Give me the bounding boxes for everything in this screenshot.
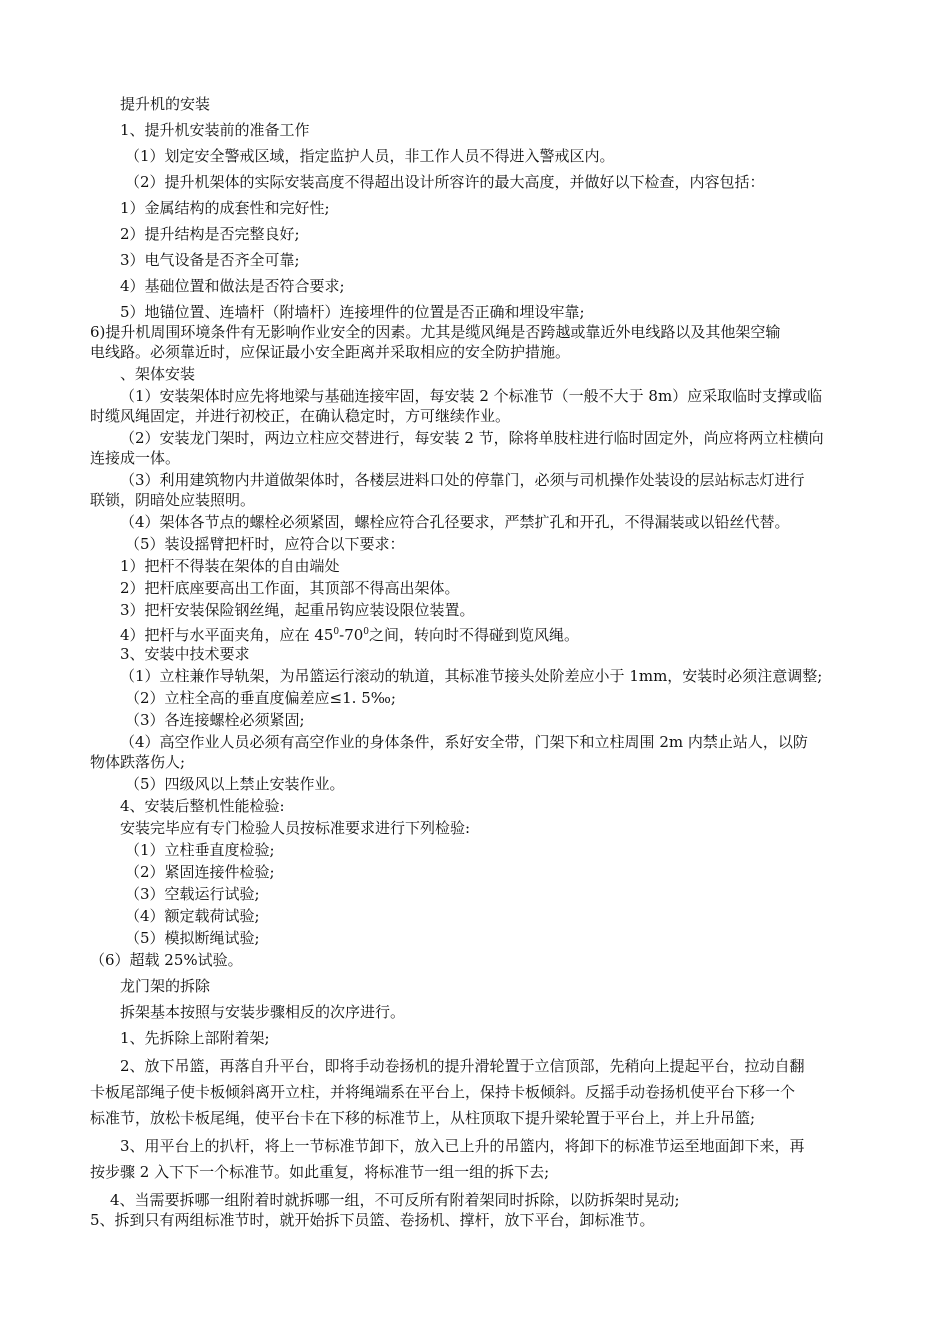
check-item: 3）电气设备是否齐全可靠; — [120, 251, 300, 269]
paragraph: （5）四级风以上禁止安装作业。 — [125, 775, 345, 793]
test-item: （5）模拟断绳试验; — [125, 929, 260, 947]
step-item: 2、放下吊篮，再落自升平台，即将手动卷扬机的提升滑轮置于立信顶部，先稍向上提起平台，拉动自翻 — [120, 1057, 805, 1075]
check-item: 1）金属结构的成套性和完好性; — [120, 199, 330, 217]
paragraph: 连接成一体。 — [90, 449, 181, 467]
check-item: 5）地锚位置、连墙杆（附墙杆）连接埋件的位置是否正确和埋设牢靠; — [120, 303, 585, 321]
step-item: 标准节，放松卡板尾绳，使平台卡在下移的标准节上，从柱顶取下提升梁轮置于平台上，并上升吊篮; — [90, 1109, 756, 1127]
requirement-item: 1）把杆不得装在架体的自由端处 — [120, 557, 340, 575]
test-item: （3）空载运行试验; — [125, 885, 260, 903]
requirement-text: 4）把杆与水平面夹角，应在 45 — [120, 626, 334, 644]
test-item: （1）立柱垂直度检验; — [125, 841, 275, 859]
paragraph: 安装完毕应有专门检验人员按标准要求进行下列检验: — [120, 819, 471, 837]
requirement-item — [120, 622, 579, 645]
step-item: 1、先拆除上部附着架; — [120, 1029, 270, 1047]
step-item: 5、拆到只有两组标准节时，就开始拆下员篮、卷扬机、撑杆，放下平台，卸标准节。 — [90, 1211, 655, 1229]
section-2-heading: 、架体安装 — [120, 365, 196, 383]
step-item: 3、用平台上的扒杆，将上一节标准节卸下，放入已上升的吊篮内，将卸下的标准节运至地面卸下来，再 — [120, 1137, 805, 1155]
check-item: 4）基础位置和做法是否符合要求; — [120, 277, 345, 295]
paragraph: 联锁，阴暗处应装照明。 — [90, 491, 256, 509]
paragraph: （3）各连接螺栓必须紧固; — [125, 711, 305, 729]
requirement-item: 2）把杆底座要高出工作面，其顶部不得高出架体。 — [120, 579, 460, 597]
degree-superscript: 0 — [333, 627, 340, 637]
paragraph: （3）利用建筑物内井道做架体时，各楼层进料口处的停靠门，必须与司机操作处装设的层站标志灯进行 — [120, 471, 805, 489]
degree-superscript: 0 — [363, 627, 370, 637]
section-3-heading: 3、安装中技术要求 — [120, 645, 250, 663]
test-item: （2）紧固连接件检验; — [125, 863, 275, 881]
test-item: （4）额定载荷试验; — [125, 907, 260, 925]
paragraph: 拆架基本按照与安装步骤相反的次序进行。 — [120, 1003, 406, 1021]
paragraph: 6)提升机周围环境条件有无影响作业安全的因素。尤其是缆风绳是否跨越或靠近外电线路以及其他架空输 — [90, 323, 781, 341]
paragraph: （5）装设摇臂把杆时，应符合以下要求： — [125, 535, 405, 553]
section-4-heading: 4、安装后整机性能检验: — [120, 797, 285, 815]
paragraph: （4）高空作业人员必须有高空作业的身体条件，系好安全带，门架下和立柱周围 2m 内禁止站人，以防 — [120, 733, 808, 751]
check-item: 2）提升结构是否完整良好; — [120, 225, 300, 243]
step-item: 卡板尾部绳子使卡板倾斜离开立柱，并将绳端系在平台上，保持卡板倾斜。反摇手动卷扬机使平台下移一个 — [90, 1083, 796, 1101]
paragraph: （1）划定安全警戒区域，指定监护人员，非工作人员不得进入警戒区内。 — [125, 147, 615, 165]
paragraph: 电线路。必须靠近时，应保证最小安全距离并采取相应的安全防护措施。 — [90, 343, 571, 361]
step-item: 按步骤 2 入下下一个标准节。如此重复，将标准节一组一组的拆下去; — [90, 1163, 550, 1181]
requirement-text: -70 — [339, 626, 364, 644]
test-item: （6）超载 25%试验。 — [90, 951, 243, 969]
paragraph: （1）安装架体时应先将地梁与基础连接牢固，每安装 2 个标准节（一般不大于 8m）应采取临时支撑或临 — [120, 387, 823, 405]
paragraph: （2）安装龙门架时，两边立柱应交替进行，每安装 2 节，除将单肢柱进行临时固定外，尚应将两立柱横向 — [120, 429, 824, 447]
paragraph: （1）立柱兼作导轨架，为吊篮运行滚动的轨道，其标准节接头处阶差应小于 1mm，安装时必须注意调整; — [120, 667, 823, 685]
step-item: 4、当需要拆哪一组附着时就拆哪一组，不可反所有附着架同时拆除，以防拆架时晃动; — [110, 1191, 680, 1209]
doc-title: 提升机的安装 — [120, 95, 211, 113]
requirement-text: 之间，转向时不得碰到览风绳。 — [369, 626, 580, 644]
paragraph: 时缆风绳固定，并进行初校正，在确认稳定时，方可继续作业。 — [90, 407, 511, 425]
paragraph: （2）提升机架体的实际安装高度不得超出设计所容许的最大高度，并做好以下检查，内容包括： — [125, 173, 765, 191]
paragraph: （4）架体各节点的螺栓必须紧固，螺栓应符合孔径要求，严禁扩孔和开孔，不得漏装或以铅丝代替。 — [120, 513, 790, 531]
dismantle-title: 龙门架的拆除 — [120, 977, 211, 995]
paragraph: 物体跌落伤人; — [90, 753, 186, 771]
section-1-heading: 1、提升机安装前的准备工作 — [120, 121, 310, 139]
paragraph: （2）立柱全高的垂直度偏差应≤1. 5‰; — [125, 689, 396, 707]
requirement-item: 3）把杆安装保险钢丝绳，起重吊钩应装设限位装置。 — [120, 601, 475, 619]
